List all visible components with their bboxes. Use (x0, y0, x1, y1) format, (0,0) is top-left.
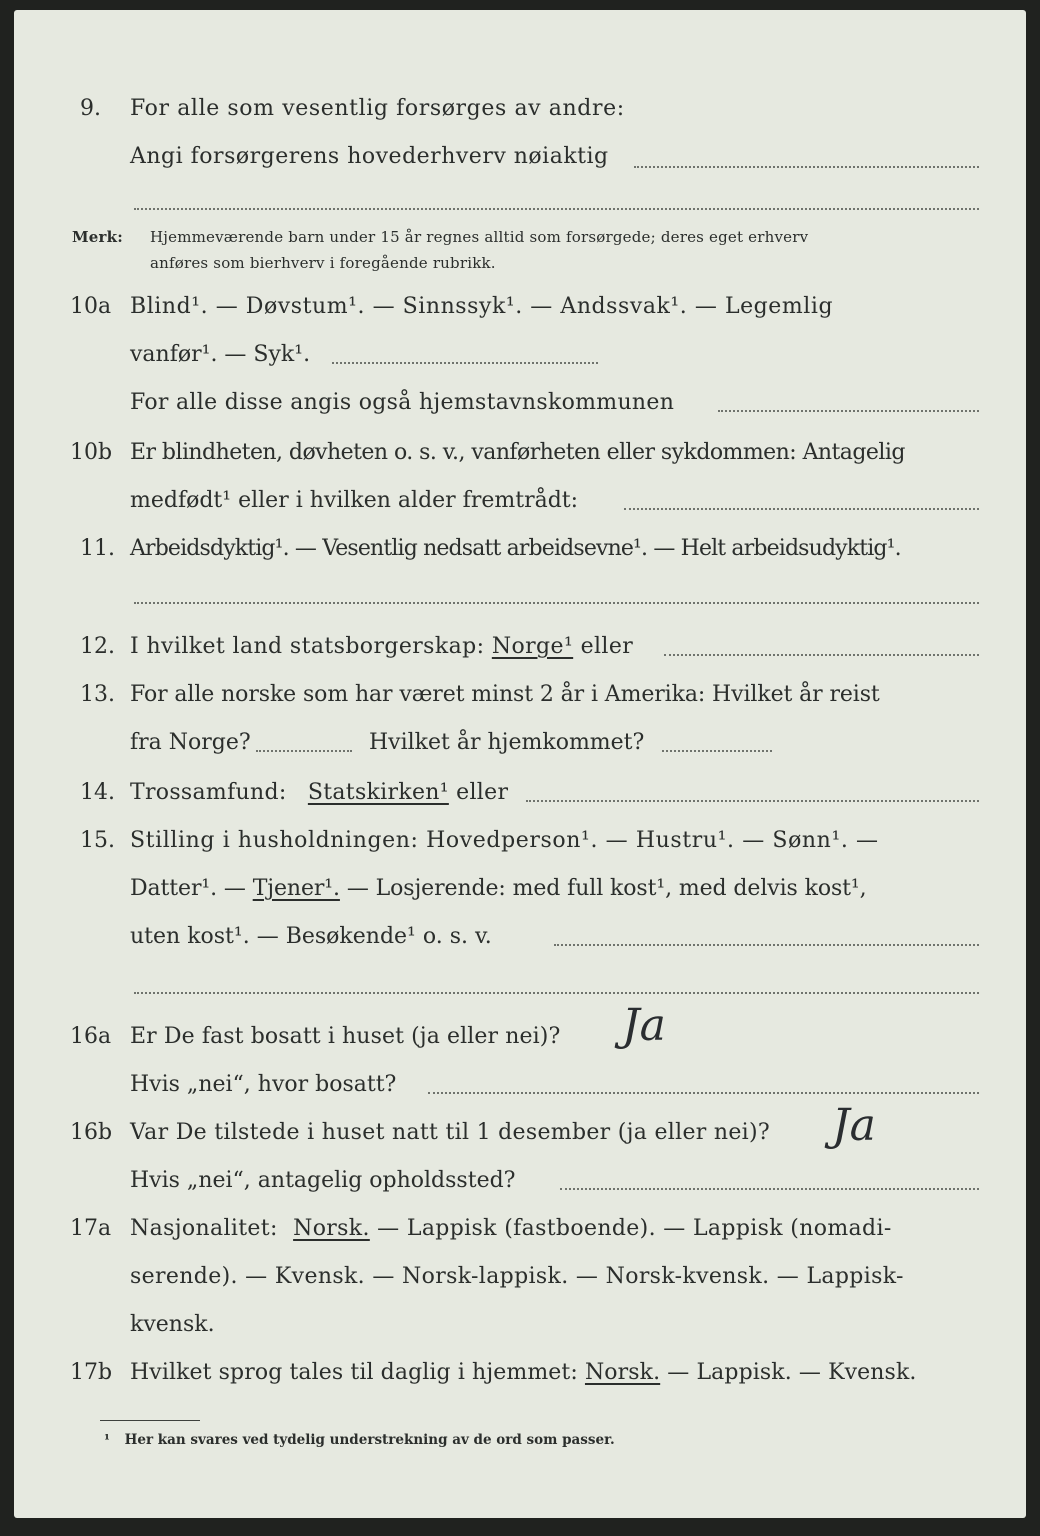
q12-selected-norge: Norge¹ (491, 634, 574, 659)
q10a-hjemstavn-line (718, 410, 979, 412)
merk-label: Merk: (72, 228, 123, 246)
q10a-syk-line (332, 362, 598, 364)
q13-reist-line (256, 750, 352, 752)
q12-answer-line (664, 654, 979, 656)
q17a-label: Nasjonalitet: (130, 1216, 278, 1241)
q14-answer-line (526, 800, 979, 802)
q13-line2b: Hvilket år hjemkommet? (369, 730, 645, 755)
q16a-handwritten-answer: Ja (622, 1000, 666, 1051)
footnote-mark: ¹ (104, 1432, 110, 1448)
q10a-line1: Blind¹. — Døvstum¹. — Sinnssyk¹. — Andssvak¹. — Legemlig (130, 294, 834, 319)
question-number-15: 15. (80, 828, 115, 853)
q13-line2a: fra Norge? (130, 730, 251, 755)
q10a-line2: vanfør¹. — Syk¹. (130, 342, 311, 367)
q14-prefix: Trossamfund: (130, 780, 287, 805)
q16b-opholdssted-line (560, 1188, 979, 1190)
q9-line1: For alle som vesentlig forsørges av andre: (130, 96, 625, 121)
q10a-line3: For alle disse angis også hjemstavnskommunen (130, 390, 675, 415)
q15-datter: Datter¹. — (130, 876, 246, 901)
question-number-9: 9. (80, 96, 101, 121)
q17b-prefix: Hvilket sprog tales til daglig i hjemmet: (130, 1360, 578, 1385)
q15-line3: uten kost¹. — Besøkende¹ o. s. v. (130, 924, 492, 949)
question-number-10a: 10a (70, 294, 112, 319)
q16b-line1: Var De tilstede i huset natt til 1 desember (ja eller nei)? (130, 1120, 770, 1145)
q17a-line1 (130, 1214, 892, 1244)
merk-line1: Hjemmeværende barn under 15 år regnes alltid som forsørgede; deres eget erhverv (150, 228, 809, 246)
q10b-line1: Er blindheten, døvheten o. s. v., vanførheten eller sykdommen: Antagelig (130, 440, 905, 465)
q12-line (130, 632, 633, 662)
q14-suffix: eller (456, 780, 509, 805)
q15-answer-line (554, 944, 979, 946)
question-number-12: 12. (80, 634, 115, 659)
merk-line2: anføres som bierhverv i foregående rubrikk. (150, 254, 496, 272)
q11-line1: Arbeidsdyktig¹. — Vesentlig nedsatt arbeidsevne¹. — Helt arbeidsudyktig¹. (130, 536, 901, 561)
q9-line2: Angi forsørgerens hovederhverv nøiaktig (130, 144, 609, 169)
q17b-line (130, 1358, 916, 1388)
q12-prefix: I hvilket land statsborgerskap: (130, 634, 485, 659)
q11-answer-line (134, 602, 979, 604)
q15-line2 (130, 874, 867, 904)
q16a-bosatt-line (428, 1092, 979, 1094)
q15-losjerende: — Losjerende: med full kost¹, med delvis kost¹, (346, 876, 867, 901)
q15-selected-tjener: Tjener¹. (252, 876, 340, 901)
question-number-17b: 17b (70, 1360, 113, 1385)
question-number-11: 11. (80, 536, 115, 561)
q16b-handwritten-answer: Ja (832, 1100, 876, 1151)
q14-selected-statskirken: Statskirken¹ (307, 780, 449, 805)
q17a-line3: kvensk. (130, 1312, 215, 1337)
q16b-line2: Hvis „nei“, antagelig opholdssted? (130, 1168, 516, 1193)
footnote-text: Her kan svares ved tydelig understrekning av de ord som passer. (124, 1432, 615, 1448)
q15-line1: Stilling i husholdningen: Hovedperson¹. — Hustru¹. — Sønn¹. — (130, 828, 879, 853)
q16a-line1: Er De fast bosatt i huset (ja eller nei)? (130, 1024, 561, 1049)
q17b-suffix: — Lappisk. — Kvensk. (667, 1360, 917, 1385)
q9-answer-line (634, 166, 979, 168)
q9-extra-line (134, 208, 979, 210)
question-number-14: 14. (80, 780, 115, 805)
question-number-16a: 16a (70, 1024, 112, 1049)
footnote (104, 1430, 615, 1450)
q17a-options: — Lappisk (fastboende). — Lappisk (nomadi- (377, 1216, 892, 1241)
q17a-selected-norsk: Norsk. (293, 1216, 370, 1241)
q15-extra-line (134, 992, 979, 994)
q13-hjemkommet-line (662, 750, 772, 752)
question-number-13: 13. (80, 682, 115, 707)
question-number-16b: 16b (70, 1120, 113, 1145)
question-number-17a: 17a (70, 1216, 112, 1241)
q10b-line2: medfødt¹ eller i hvilken alder fremtrådt: (130, 488, 579, 513)
question-number-10b: 10b (70, 440, 113, 465)
q12-suffix: eller (580, 634, 634, 659)
q14-line (130, 778, 508, 808)
census-form-page (14, 10, 1026, 1518)
q17b-selected-norsk: Norsk. (584, 1360, 661, 1385)
footnote-rule (100, 1420, 200, 1421)
q17a-line2: serende). — Kvensk. — Norsk-lappisk. — Norsk-kvensk. — Lappisk- (130, 1264, 904, 1289)
q16a-line2: Hvis „nei“, hvor bosatt? (130, 1072, 397, 1097)
q13-line1: For alle norske som har været minst 2 år i Amerika: Hvilket år reist (130, 682, 880, 707)
q10b-answer-line (624, 508, 979, 510)
